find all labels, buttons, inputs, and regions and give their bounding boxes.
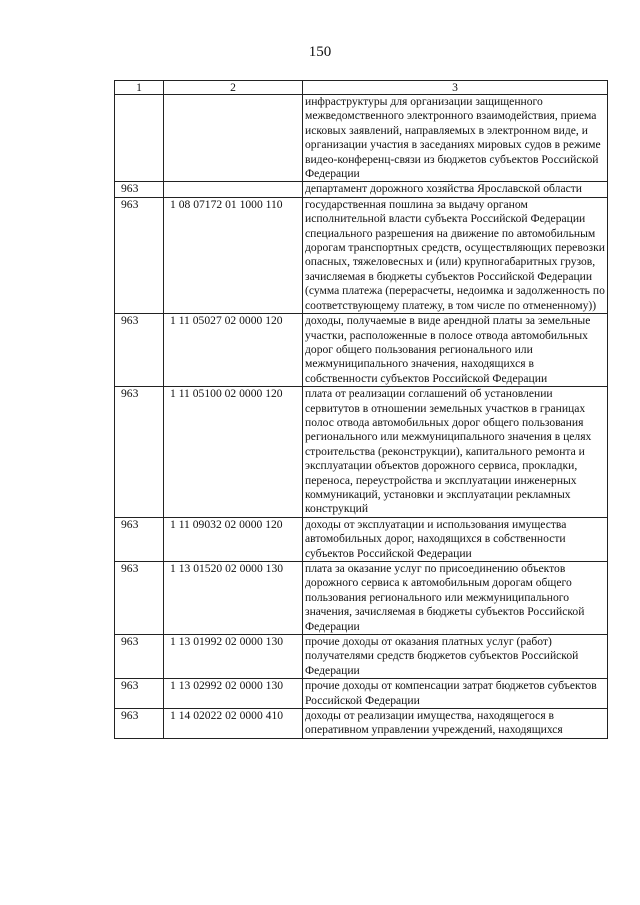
admin-code-cell: 963 xyxy=(115,562,164,635)
revenue-name-cell: плата от реализации соглашений об установлении сервитутов в отношении земельных участков в границах полос отвода автомобильных дорог общего пользования регионального или межмуниципального значения в целях строительства (реконструкции), капитального ремонта и эксплуатации объектов дорожного сервиса, прокладки, переноса, переустройства и эксплуатации инженерных коммуникаций, установки и эксплуатации рекламных конструкций xyxy=(303,387,608,518)
table-header-row xyxy=(115,81,608,95)
page-number: 150 xyxy=(308,44,332,60)
admin-code-cell: 963 xyxy=(115,314,164,387)
budget-code-cell xyxy=(164,95,303,182)
admin-code-cell: 963 xyxy=(115,635,164,679)
admin-code-cell: 963 xyxy=(115,197,164,313)
admin-code-cell: 963 xyxy=(115,182,164,197)
table-row xyxy=(115,314,608,387)
budget-code-cell: 1 11 05100 02 0000 120 xyxy=(164,387,303,518)
admin-code-cell: 963 xyxy=(115,387,164,518)
revenue-name-cell: государственная пошлина за выдачу органом исполнительной власти субъекта Российской Федерации специального разрешения на движение по автомобильным дорогам транспортных средств, осуществляющих перевозки опасных, тяжеловесных и (или) крупногабаритных грузов, зачисляемая в бюджеты субъектов Российской Федерации (сумма платежа (перерасчеты, недоимка и задолженность по соответствующему платежу, в том числе по отмененному)) xyxy=(303,197,608,313)
budget-code-cell: 1 11 09032 02 0000 120 xyxy=(164,517,303,561)
table-row xyxy=(115,562,608,635)
table-row xyxy=(115,635,608,679)
table-row xyxy=(115,197,608,313)
table-body xyxy=(115,95,608,739)
table-row xyxy=(115,709,608,739)
header-col-2: 2 xyxy=(164,81,303,95)
admin-code-cell: 963 xyxy=(115,709,164,739)
budget-code-cell: 1 13 01992 02 0000 130 xyxy=(164,635,303,679)
revenue-name-cell: прочие доходы от оказания платных услуг (работ) получателями средств бюджетов субъектов Российской Федерации xyxy=(303,635,608,679)
budget-code-cell: 1 13 02992 02 0000 130 xyxy=(164,679,303,709)
budget-code-cell: 1 08 07172 01 1000 110 xyxy=(164,197,303,313)
budget-code-cell: 1 13 01520 02 0000 130 xyxy=(164,562,303,635)
revenue-classification-table xyxy=(114,80,608,739)
revenue-name-cell: плата за оказание услуг по присоединению объектов дорожного сервиса к автомобильным дорогам общего пользования регионального или межмуниципального значения, зачисляемая в бюджеты субъектов Российской Федерации xyxy=(303,562,608,635)
revenue-name-cell: доходы, получаемые в виде арендной платы за земельные участки, расположенные в полосе отвода автомобильных дорог общего пользования регионального или межмуниципального значения, находящихся в собственности субъектов Российской Федерации xyxy=(303,314,608,387)
admin-code-cell: 963 xyxy=(115,517,164,561)
admin-code-cell xyxy=(115,95,164,182)
admin-code-cell: 963 xyxy=(115,679,164,709)
table-row xyxy=(115,679,608,709)
revenue-name-cell: доходы от эксплуатации и использования имущества автомобильных дорог, находящихся в собственности субъектов Российской Федерации xyxy=(303,517,608,561)
revenue-name-cell: прочие доходы от компенсации затрат бюджетов субъектов Российской Федерации xyxy=(303,679,608,709)
revenue-name-cell: департамент дорожного хозяйства Ярославской области xyxy=(303,182,608,197)
header-col-3: 3 xyxy=(303,81,608,95)
budget-code-cell: 1 14 02022 02 0000 410 xyxy=(164,709,303,739)
table-row xyxy=(115,517,608,561)
table-row xyxy=(115,387,608,518)
revenue-name-cell: доходы от реализации имущества, находящегося в оперативном управлении учреждений, находящихся xyxy=(303,709,608,739)
table-row xyxy=(115,95,608,182)
budget-code-cell xyxy=(164,182,303,197)
budget-code-cell: 1 11 05027 02 0000 120 xyxy=(164,314,303,387)
table-row xyxy=(115,182,608,197)
revenue-name-cell: инфраструктуры для организации защищенного межведомственного электронного взаимодействия, приема исковых заявлений, направляемых в электронном виде, и организации участия в заседаниях мировых судов в режиме видео-конференц-связи из бюджетов субъектов Российской Федерации xyxy=(303,95,608,182)
header-col-1: 1 xyxy=(115,81,164,95)
